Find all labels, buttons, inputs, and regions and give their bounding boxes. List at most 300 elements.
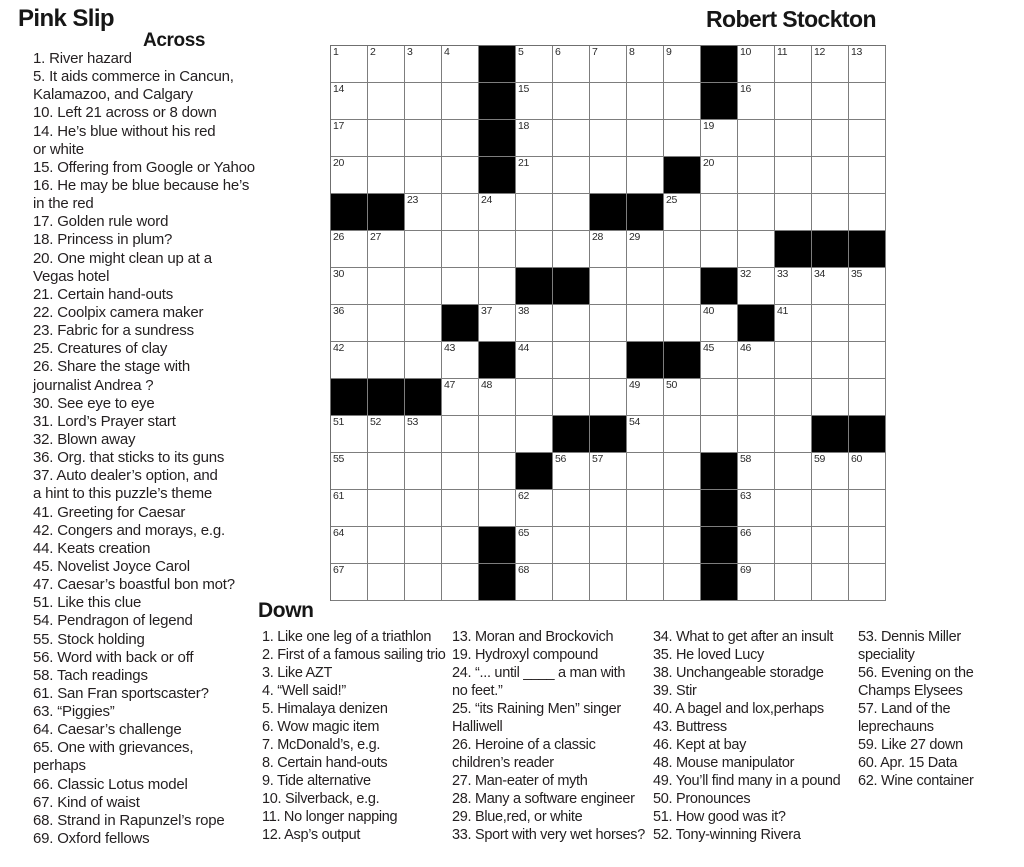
grid-cell[interactable] <box>331 120 368 157</box>
grid-cell[interactable] <box>738 564 775 601</box>
cell-number: 63 <box>740 490 752 502</box>
grid-cell[interactable] <box>553 46 590 83</box>
grid-cell[interactable] <box>849 157 886 194</box>
grid-cell[interactable] <box>701 379 738 416</box>
grid-cell[interactable] <box>479 268 516 305</box>
grid-cell[interactable] <box>405 564 442 601</box>
grid-cell[interactable] <box>553 564 590 601</box>
grid-cell-black <box>442 305 479 342</box>
grid-cell[interactable] <box>849 268 886 305</box>
grid-cell[interactable] <box>775 564 812 601</box>
grid-cell[interactable] <box>368 564 405 601</box>
down-clue-line: 9. Tide alternative <box>262 773 371 789</box>
grid-cell[interactable] <box>849 564 886 601</box>
grid-cell-black <box>590 416 627 453</box>
grid-cell[interactable] <box>664 564 701 601</box>
grid-cell[interactable] <box>368 46 405 83</box>
across-clue-line: 15. Offering from Google or Yahoo <box>33 158 255 176</box>
down-clue-line: 34. What to get after an insult <box>653 629 834 645</box>
cell-number: 1 <box>333 46 339 58</box>
down-clue-line: 10. Silverback, e.g. <box>262 791 380 807</box>
across-clue-line: 18. Princess in plum? <box>33 231 173 249</box>
down-clue-line: 48. Mouse manipulator <box>653 755 795 771</box>
grid-cell[interactable] <box>368 120 405 157</box>
grid-cell-black <box>849 231 886 268</box>
grid-cell[interactable] <box>812 46 849 83</box>
grid-cell[interactable] <box>738 527 775 564</box>
down-clue-line: 25. “its Raining Men” singer <box>452 701 621 717</box>
cell-number: 9 <box>666 46 672 58</box>
across-clue-line: 20. One might clean up at a <box>33 249 212 267</box>
down-clue-line: speciality <box>858 647 915 663</box>
grid-cell-black <box>775 231 812 268</box>
grid-cell[interactable] <box>442 416 479 453</box>
grid-cell[interactable] <box>775 194 812 231</box>
grid-cell[interactable] <box>738 194 775 231</box>
grid-cell[interactable] <box>405 342 442 379</box>
grid-cell[interactable] <box>331 268 368 305</box>
cell-number: 28 <box>592 231 604 243</box>
cell-number: 38 <box>518 305 530 317</box>
cell-number: 7 <box>592 46 598 58</box>
grid-cell-black <box>627 342 664 379</box>
grid-cell[interactable] <box>516 46 553 83</box>
grid-cell[interactable] <box>738 46 775 83</box>
grid-cell[interactable] <box>331 490 368 527</box>
grid-cell[interactable] <box>701 342 738 379</box>
grid-cell[interactable] <box>405 194 442 231</box>
across-clue-list <box>33 50 255 848</box>
grid-cell[interactable] <box>627 231 664 268</box>
cell-number: 62 <box>518 490 530 502</box>
grid-cell-black <box>479 157 516 194</box>
grid-cell[interactable] <box>479 416 516 453</box>
grid-cell[interactable] <box>516 490 553 527</box>
grid-cell[interactable] <box>368 231 405 268</box>
down-clue-line: 35. He loved Lucy <box>653 647 764 663</box>
grid-cell[interactable] <box>479 231 516 268</box>
cell-number: 59 <box>814 453 826 465</box>
down-clue-line: 62. Wine container <box>858 773 974 789</box>
cell-number: 2 <box>370 46 376 58</box>
cell-number: 6 <box>555 46 561 58</box>
across-clue-line: 36. Org. that sticks to its guns <box>33 449 225 467</box>
cell-number: 29 <box>629 231 641 243</box>
grid-cell[interactable] <box>738 342 775 379</box>
grid-cell[interactable] <box>442 83 479 120</box>
cell-number: 13 <box>851 46 863 58</box>
cell-number: 69 <box>740 564 752 576</box>
grid-cell[interactable] <box>516 527 553 564</box>
grid-cell[interactable] <box>775 83 812 120</box>
grid-cell[interactable] <box>331 564 368 601</box>
across-header: Across <box>143 30 206 51</box>
cell-number: 68 <box>518 564 530 576</box>
grid-cell[interactable] <box>442 46 479 83</box>
across-clue-line: 1. River hazard <box>33 50 132 67</box>
grid-cell[interactable] <box>701 120 738 157</box>
down-clue-line: 46. Kept at bay <box>653 737 747 753</box>
grid-cell[interactable] <box>368 157 405 194</box>
grid-cell[interactable] <box>479 305 516 342</box>
grid-cell[interactable] <box>590 342 627 379</box>
down-clue-line: 38. Unchangeable storadge <box>653 665 824 681</box>
across-clue-line: 21. Certain hand-outs <box>33 285 174 303</box>
cell-number: 23 <box>407 194 419 206</box>
grid-cell[interactable] <box>405 527 442 564</box>
grid-cell[interactable] <box>442 453 479 490</box>
grid-cell-black <box>701 453 738 490</box>
grid-cell[interactable] <box>405 231 442 268</box>
grid-cell-black <box>701 268 738 305</box>
grid-cell[interactable] <box>812 305 849 342</box>
cell-number: 35 <box>851 268 863 280</box>
grid-cell[interactable] <box>479 490 516 527</box>
down-clue-column-1 <box>262 628 446 844</box>
cell-number: 24 <box>481 194 493 206</box>
cell-number: 19 <box>703 120 715 132</box>
grid-cell[interactable] <box>553 120 590 157</box>
grid-cell[interactable] <box>553 231 590 268</box>
grid-cell[interactable] <box>331 527 368 564</box>
down-clue-line: 7. McDonald’s, e.g. <box>262 737 381 753</box>
grid-cell[interactable] <box>849 305 886 342</box>
grid-cell[interactable] <box>701 194 738 231</box>
grid-cell[interactable] <box>849 490 886 527</box>
cell-number: 55 <box>333 453 345 465</box>
grid-cell[interactable] <box>701 416 738 453</box>
cell-number: 4 <box>444 46 450 58</box>
grid-cell[interactable] <box>590 231 627 268</box>
grid-cell[interactable] <box>701 157 738 194</box>
grid-cell[interactable] <box>775 46 812 83</box>
grid-cell[interactable] <box>627 564 664 601</box>
down-clue-line: 4. “Well said!” <box>262 683 346 699</box>
cell-number: 14 <box>333 83 345 95</box>
grid-cell[interactable] <box>442 564 479 601</box>
down-clue-line: 2. First of a famous sailing trio <box>262 647 446 663</box>
grid-cell[interactable] <box>590 120 627 157</box>
grid-cell[interactable] <box>331 46 368 83</box>
grid-cell-black <box>368 194 405 231</box>
cell-number: 45 <box>703 342 715 354</box>
grid-cell[interactable] <box>590 490 627 527</box>
grid-cell[interactable] <box>627 453 664 490</box>
grid-cell-black <box>553 416 590 453</box>
grid-cell[interactable] <box>331 157 368 194</box>
grid-cell[interactable] <box>738 416 775 453</box>
grid-cell-black <box>331 379 368 416</box>
grid-cell[interactable] <box>331 342 368 379</box>
grid-cell[interactable] <box>849 342 886 379</box>
grid-cell[interactable] <box>516 416 553 453</box>
grid-cell[interactable] <box>627 268 664 305</box>
grid-cell[interactable] <box>664 379 701 416</box>
across-clue-line: 69. Oxford fellows <box>33 830 150 848</box>
grid-cell[interactable] <box>812 194 849 231</box>
crossword-grid <box>330 45 886 601</box>
grid-cell[interactable] <box>442 120 479 157</box>
down-clue-line: Halliwell <box>452 719 503 735</box>
grid-cell[interactable] <box>627 83 664 120</box>
grid-cell[interactable] <box>442 231 479 268</box>
grid-cell[interactable] <box>738 83 775 120</box>
grid-cell[interactable] <box>775 305 812 342</box>
grid-cell[interactable] <box>405 268 442 305</box>
grid-cell[interactable] <box>331 305 368 342</box>
grid-cell[interactable] <box>849 120 886 157</box>
grid-cell[interactable] <box>516 157 553 194</box>
grid-cell[interactable] <box>664 46 701 83</box>
grid-cell[interactable] <box>627 120 664 157</box>
grid-cell[interactable] <box>331 231 368 268</box>
grid-cell-black <box>738 305 775 342</box>
grid-cell[interactable] <box>368 342 405 379</box>
grid-cell[interactable] <box>516 342 553 379</box>
grid-cell-black <box>812 416 849 453</box>
grid-cell[interactable] <box>516 564 553 601</box>
grid-cell-black <box>516 268 553 305</box>
grid-cell[interactable] <box>775 453 812 490</box>
grid-cell[interactable] <box>664 231 701 268</box>
grid-cell[interactable] <box>331 453 368 490</box>
grid-cell[interactable] <box>553 490 590 527</box>
down-clue-line: 33. Sport with very wet horses? <box>452 827 645 843</box>
cell-number: 43 <box>444 342 456 354</box>
grid-cell[interactable] <box>368 527 405 564</box>
grid-cell-black <box>479 83 516 120</box>
down-clue-line: 29. Blue,red, or white <box>452 809 583 825</box>
grid-cell[interactable] <box>442 490 479 527</box>
grid-cell[interactable] <box>368 416 405 453</box>
grid-cell[interactable] <box>812 453 849 490</box>
grid-cell[interactable] <box>442 157 479 194</box>
down-clue-line: 28. Many a software engineer <box>452 791 635 807</box>
grid-cell[interactable] <box>812 83 849 120</box>
grid-cell[interactable] <box>442 379 479 416</box>
grid-cell[interactable] <box>738 157 775 194</box>
grid-cell[interactable] <box>516 120 553 157</box>
grid-cell[interactable] <box>442 268 479 305</box>
cell-number: 67 <box>333 564 345 576</box>
grid-cell[interactable] <box>627 527 664 564</box>
grid-cell[interactable] <box>405 157 442 194</box>
cell-number: 11 <box>777 46 788 58</box>
grid-cell[interactable] <box>664 453 701 490</box>
cell-number: 53 <box>407 416 419 428</box>
grid-cell[interactable] <box>849 453 886 490</box>
grid-cell[interactable] <box>701 231 738 268</box>
grid-cell[interactable] <box>405 305 442 342</box>
cell-number: 17 <box>333 120 345 132</box>
grid-cell[interactable] <box>664 416 701 453</box>
grid-cell[interactable] <box>590 268 627 305</box>
grid-cell[interactable] <box>738 379 775 416</box>
cell-number: 61 <box>333 490 345 502</box>
grid-cell[interactable] <box>368 490 405 527</box>
grid-cell[interactable] <box>590 157 627 194</box>
grid-cell[interactable] <box>590 379 627 416</box>
grid-cell[interactable] <box>590 46 627 83</box>
cell-number: 37 <box>481 305 493 317</box>
grid-cell[interactable] <box>516 305 553 342</box>
grid-cell[interactable] <box>775 490 812 527</box>
grid-cell[interactable] <box>553 453 590 490</box>
grid-cell[interactable] <box>516 231 553 268</box>
grid-cell[interactable] <box>812 490 849 527</box>
down-clue-line: 19. Hydroxyl compound <box>452 647 599 663</box>
down-clue-line: 24. “... until ____ a man with <box>452 665 626 681</box>
grid-cell[interactable] <box>664 305 701 342</box>
grid-cell[interactable] <box>405 490 442 527</box>
grid-cell[interactable] <box>553 527 590 564</box>
across-clue-line: 16. He may be blue because he’s <box>33 176 250 194</box>
down-clue-line: 11. No longer napping <box>262 809 398 825</box>
down-clue-line: Champs Elysees <box>858 683 963 699</box>
grid-cell[interactable] <box>812 527 849 564</box>
grid-cell[interactable] <box>849 83 886 120</box>
grid-cell[interactable] <box>479 453 516 490</box>
cell-number: 51 <box>333 416 345 428</box>
grid-cell[interactable] <box>664 83 701 120</box>
grid-cell[interactable] <box>479 194 516 231</box>
cell-number: 27 <box>370 231 382 243</box>
grid-cell[interactable] <box>812 157 849 194</box>
grid-cell[interactable] <box>442 527 479 564</box>
grid-cell[interactable] <box>368 305 405 342</box>
grid-cell[interactable] <box>812 379 849 416</box>
grid-cell[interactable] <box>738 231 775 268</box>
grid-cell[interactable] <box>627 305 664 342</box>
grid-cell[interactable] <box>849 46 886 83</box>
grid-cell[interactable] <box>849 527 886 564</box>
grid-cell[interactable] <box>627 379 664 416</box>
grid-cell[interactable] <box>553 157 590 194</box>
grid-cell-black <box>701 490 738 527</box>
grid-cell[interactable] <box>590 564 627 601</box>
across-clue-line: 68. Strand in Rapunzel’s rope <box>33 811 225 829</box>
grid-cell[interactable] <box>664 490 701 527</box>
grid-cell[interactable] <box>331 416 368 453</box>
cell-number: 15 <box>518 83 530 95</box>
grid-cell[interactable] <box>479 379 516 416</box>
grid-cell[interactable] <box>738 268 775 305</box>
grid-cell[interactable] <box>775 268 812 305</box>
grid-cell[interactable] <box>701 305 738 342</box>
grid-cell[interactable] <box>738 453 775 490</box>
grid-cell[interactable] <box>590 83 627 120</box>
grid-cell[interactable] <box>442 194 479 231</box>
grid-cell[interactable] <box>775 416 812 453</box>
grid-cell[interactable] <box>812 342 849 379</box>
down-clue-line: 57. Land of the <box>858 701 951 717</box>
grid-cell[interactable] <box>516 379 553 416</box>
grid-cell-black <box>516 453 553 490</box>
grid-cell[interactable] <box>627 416 664 453</box>
down-clue-line: 60. Apr. 15 Data <box>858 755 958 771</box>
grid-cell[interactable] <box>516 83 553 120</box>
cell-number: 41 <box>777 305 789 317</box>
grid-cell[interactable] <box>849 379 886 416</box>
down-clue-column-2 <box>452 628 645 844</box>
grid-cell[interactable] <box>664 527 701 564</box>
grid-cell[interactable] <box>553 194 590 231</box>
grid-cell[interactable] <box>442 342 479 379</box>
down-clue-line: 26. Heroine of a classic <box>452 737 596 753</box>
grid-cell[interactable] <box>553 83 590 120</box>
down-clue-line: 13. Moran and Brockovich <box>452 629 614 645</box>
grid-cell[interactable] <box>627 157 664 194</box>
grid-cell[interactable] <box>664 268 701 305</box>
grid-cell[interactable] <box>405 46 442 83</box>
grid-cell[interactable] <box>368 268 405 305</box>
cell-number: 32 <box>740 268 752 280</box>
cell-number: 56 <box>555 453 567 465</box>
grid-cell[interactable] <box>738 120 775 157</box>
grid-cell[interactable] <box>812 268 849 305</box>
grid-cell[interactable] <box>368 453 405 490</box>
grid-cell[interactable] <box>812 564 849 601</box>
grid-cell[interactable] <box>812 120 849 157</box>
page-title: Pink Slip <box>18 5 114 32</box>
grid-cell[interactable] <box>738 490 775 527</box>
across-clue-line: 14. He’s blue without his red <box>33 122 216 140</box>
grid-cell-black <box>701 527 738 564</box>
down-clue-line: 12. Asp’s output <box>262 827 361 843</box>
across-clue-line: 10. Left 21 across or 8 down <box>33 104 217 122</box>
grid-cell[interactable] <box>405 83 442 120</box>
grid-cell[interactable] <box>590 453 627 490</box>
grid-cell[interactable] <box>590 527 627 564</box>
cell-number: 66 <box>740 527 752 539</box>
grid-cell[interactable] <box>553 305 590 342</box>
across-clue-line: 54. Pendragon of legend <box>33 612 193 630</box>
grid-cell[interactable] <box>516 194 553 231</box>
down-clue-line: 40. A bagel and lox,perhaps <box>653 701 824 717</box>
cell-number: 65 <box>518 527 530 539</box>
grid-cell[interactable] <box>775 157 812 194</box>
grid-cell[interactable] <box>664 120 701 157</box>
grid-cell[interactable] <box>331 83 368 120</box>
cell-number: 57 <box>592 453 604 465</box>
down-clue-line: 6. Wow magic item <box>262 719 380 735</box>
grid-cell[interactable] <box>775 120 812 157</box>
grid-cell[interactable] <box>405 120 442 157</box>
grid-cell[interactable] <box>553 379 590 416</box>
grid-cell[interactable] <box>553 342 590 379</box>
grid-cell-black <box>812 231 849 268</box>
cell-number: 64 <box>333 527 345 539</box>
grid-cell[interactable] <box>775 379 812 416</box>
grid-cell[interactable] <box>775 527 812 564</box>
grid-cell-black <box>664 342 701 379</box>
grid-cell[interactable] <box>849 194 886 231</box>
grid-cell[interactable] <box>590 305 627 342</box>
down-clue-line: 56. Evening on the <box>858 665 974 681</box>
grid-cell[interactable] <box>627 490 664 527</box>
down-clue-column-4 <box>858 628 974 790</box>
grid-cell[interactable] <box>405 453 442 490</box>
cell-number: 10 <box>740 46 752 58</box>
grid-cell[interactable] <box>627 46 664 83</box>
across-clue-line: 67. Kind of waist <box>33 793 140 811</box>
grid-cell[interactable] <box>775 342 812 379</box>
grid-cell[interactable] <box>368 83 405 120</box>
grid-cell[interactable] <box>405 416 442 453</box>
grid-cell[interactable] <box>664 194 701 231</box>
cell-number: 33 <box>777 268 789 280</box>
down-clue-line: 53. Dennis Miller <box>858 629 961 645</box>
